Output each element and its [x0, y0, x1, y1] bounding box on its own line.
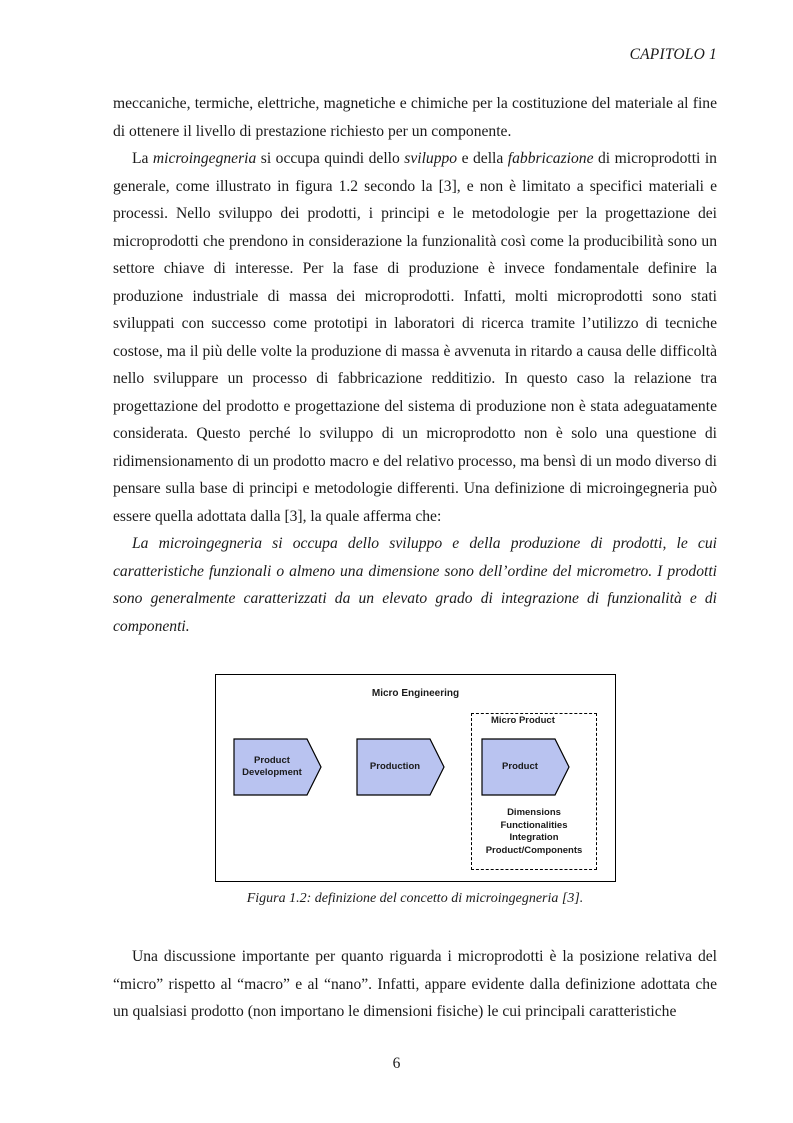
stage-label: Product — [502, 761, 538, 772]
attribute-item: Dimensions — [507, 807, 561, 818]
emphasis-fabbricazione: fabbricazione — [507, 150, 594, 167]
text-run: si occupa quindi dello — [256, 150, 405, 167]
paragraph-4: Una discussione importante per quanto riguarda i microprodotti è la posizione relativa del “micro” rispetto al “macro” e al “nano”. Infatti, appare evidente dalla definizione adottata che un qualsiasi prodotto (non importano le dimensioni fisiche) le cui principali caratteristiche — [113, 948, 717, 1020]
stage-product-development — [233, 738, 323, 796]
micro-product-label: Micro Product — [491, 715, 555, 726]
attribute-item: Functionalities — [500, 819, 568, 831]
text-run: di microprodotti in generale, come illustrato in figura 1.2 secondo la [3], e non è limitato a specifici materiali e processi. Nello sviluppo dei prodotti, i principi e le metodologie per la progettazione dei microprodotti che prendono in considerazione la funzionalità così come la producibilità sono un settore chiave di interesse. Per la fase di produzione è invece fondamentale definire la produzione industriale di massa dei microprodotti. Infatti, molti microprodotti sono stati sviluppati con successo come prototipi in laboratori di ricerca tramite l’utilizzo di tecniche costose, ma il più delle volte la produzione di massa è avvenuta in ritardo a causa delle difficoltà nello sviluppare un processo di fabbricazione redditizio. In questo caso la relazione tra progettazione del prodotto e progettazione del sistema di produzione non è stata adeguatamente considerata. Questo perché lo sviluppo di un microprodotto non è solo una questione di ridimensionamento di un prodotto macro e del relativo processo, ma bensì di un modo diverso di pensare sulla base di principi e metodologie differenti. Una definizione di microingegneria può essere quella adottata dalla [3], la quale afferma che: — [113, 150, 717, 525]
stage-label — [233, 738, 311, 796]
stage-production — [356, 738, 446, 796]
paragraph-1: meccaniche, termiche, elettriche, magnetiche e chimiche per la costituzione del materiale al fine di ottenere il livello di prestazione richiesto per un componente. — [113, 95, 717, 140]
emphasis-sviluppo: sviluppo — [404, 150, 458, 167]
attribute-item: Product/Components — [485, 844, 583, 856]
stage-label-line2: Development — [242, 767, 302, 778]
stage-product — [481, 738, 571, 796]
text-run: La — [132, 150, 153, 167]
figure-micro-engineering — [215, 674, 616, 882]
page-number: 6 — [392, 1055, 401, 1072]
figure-title: Micro Engineering — [371, 688, 460, 699]
text-run: e della — [457, 150, 508, 167]
attribute-item: Integration — [509, 832, 559, 843]
definition-quote: La microingegneria si occupa dello sviluppo e della produzione di prodotti, le cui caratteristiche funzionali o almeno una dimensione sono dell’ordine del micrometro. I prodotti sono generalmente caratterizzati da un elevato grado di integrazione di funzionalità e di componenti. — [113, 535, 717, 635]
chapter-header: CAPITOLO 1 — [629, 46, 717, 63]
stage-label: Production — [369, 761, 421, 772]
paragraph-2 — [113, 145, 717, 530]
emphasis-microingegneria: microingegneria — [152, 150, 257, 167]
product-attributes — [471, 807, 597, 857]
page-body — [113, 90, 717, 640]
figure-caption: Figura 1.2: definizione del concetto di microingegneria [3]. — [246, 891, 584, 906]
stage-label-line1: Product — [254, 755, 290, 766]
